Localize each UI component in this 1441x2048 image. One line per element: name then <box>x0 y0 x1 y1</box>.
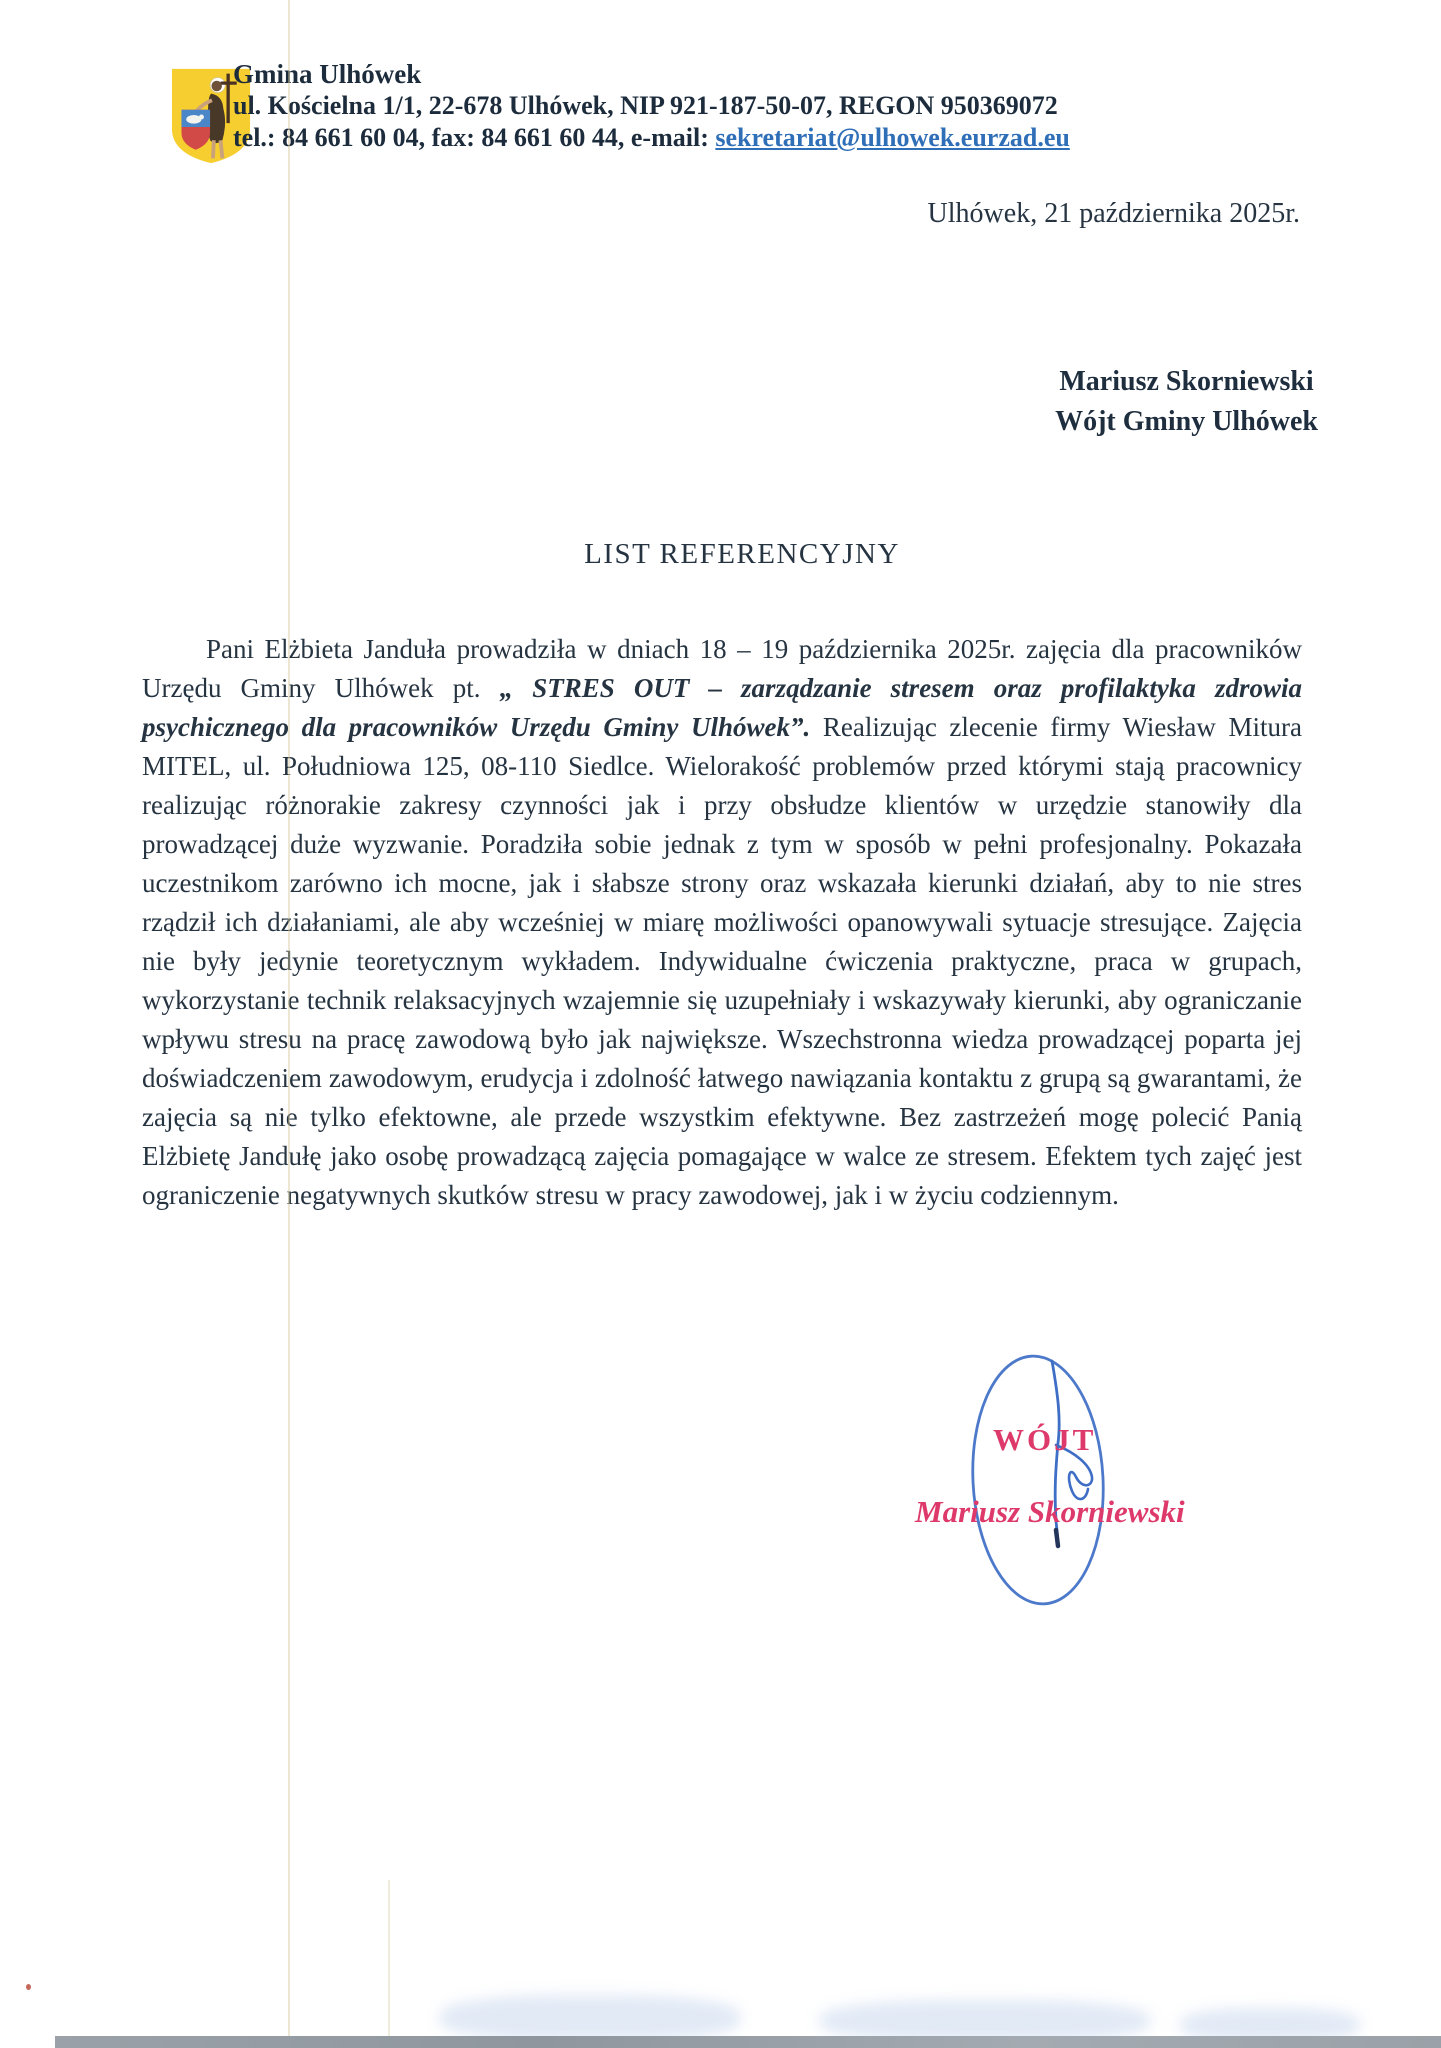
org-name: Gmina Ulhówek <box>233 59 422 89</box>
fold-crease-line <box>288 0 290 2036</box>
letter-body <box>142 630 1302 1215</box>
place-and-date: Ulhówek, 21 października 2025r. <box>927 198 1300 229</box>
scanner-edge-bar <box>55 2036 1441 2048</box>
contact-prefix: tel.: 84 661 60 04, fax: 84 661 60 44, e-mail: <box>233 123 716 152</box>
signer-title: Wójt Gminy Ulhówek <box>1055 406 1318 437</box>
org-address: ul. Kościelna 1/1, 22-678 Ulhówek, NIP 921-187-50-07, REGON 950369072 <box>233 91 1058 120</box>
letter-title: LIST REFERENCYJNY <box>584 538 900 570</box>
fold-crease-line-bottom <box>388 1880 390 2036</box>
email-link[interactable]: sekretariat@ulhowek.eurzad.eu <box>715 123 1070 152</box>
body-text-course-title: „ STRES OUT – zarządzanie stresem oraz profilaktyka zdrowia psychicznego dla pracowników Urzędu Gminy Ulhówek”. <box>142 673 1302 742</box>
body-text-1: Pani Elżbieta Janduła prowadziła w dniach 18 – 19 października 2025r. zajęcia dla pracowników Urzędu Gminy Ulhówek pt. <box>142 634 1302 703</box>
signer-block <box>1055 362 1318 442</box>
scan-haze <box>440 1995 740 2041</box>
stamp-signature-name: Mariusz Skorniewski <box>915 1494 1185 1529</box>
signer-name: Mariusz Skorniewski <box>1059 366 1314 397</box>
stamp-title: WÓJT <box>993 1422 1097 1457</box>
ink-speck <box>26 1984 31 1990</box>
org-contact-line <box>233 122 1193 154</box>
letterhead <box>233 58 1193 154</box>
handwritten-signature-icon <box>880 1325 1220 1635</box>
body-text-2: Realizując zlecenie firmy Wiesław Mitura MITEL, ul. Południowa 125, 08-110 Siedlce. Wielorakość problemów przed którymi stają pracownicy realizując różnorakie zakresy czynności jak i przy obsłudze klientów w urzędzie stanowiły dla prowadzącej duże wyzwanie. Poradziła sobie jednak z tym w sposób w pełni profesjonalny. Pokazała uczestnikom zarówno ich mocne, jak i słabsze strony oraz wskazała kierunki działań, aby to nie stres rządził ich działaniami, ale aby wcześniej w miarę możliwości opanowywali sytuacje stresujące. Zajęcia nie były jedynie teoretycznym wykładem. Indywidualne ćwiczenia praktyczne, praca w grupach, wykorzystanie technik relaksacyjnych wzajemnie się uzupełniały i wskazywały kierunki, aby ograniczanie wpływu stresu na pracę zawodową było jak największe. Wszechstronna wiedza prowadzącej poparta jej doświadczeniem zawodowym, erudycja i zdolność łatwego nawiązania kontaktu z grupą są gwarantami, że zajęcia są nie tylko efektowne, ale przede wszystkim efektywne. Bez zastrzeżeń mogę polecić Panią Elżbietę Jandułę jako osobę prowadzącą zajęcia pomagające w walce ze stresem. Efektem tych zajęć jest ograniczenie negatywnych skutków stresu w pracy zawodowej, jak i w życiu codziennym. <box>142 712 1302 1210</box>
